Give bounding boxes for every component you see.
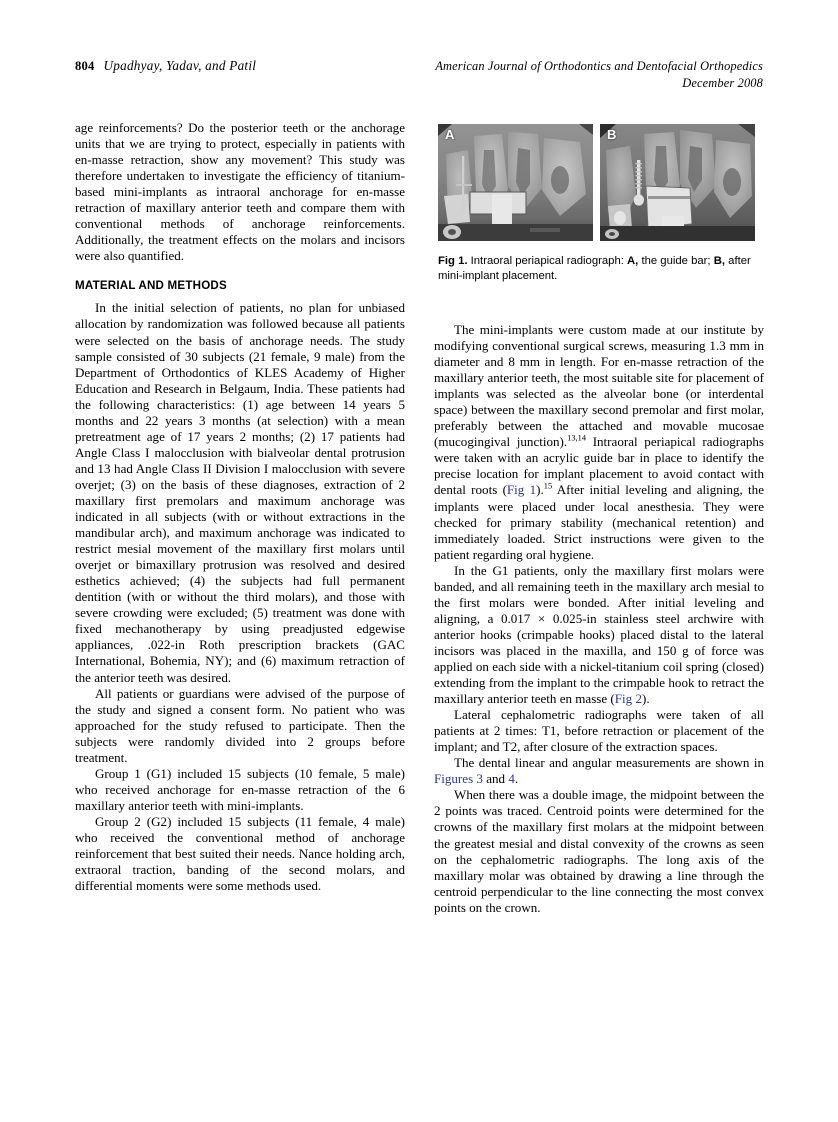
paragraph-sample: In the initial selection of patients, no plan for unbiased allocation by randomization was followed because all patients were selected on the basis of anchorage needs. The study sample consisted of 30 subjects (21 female, 9 male) from the Department of Orthodontics of KLES Academy of Higher Education and Research in Belgaum, India. These patients had the following characteristics: (1) age between 14 years 5 months and 22 years 3 months (at selection) with a mean pretreatment age of 17 years 2 months; (2) 17 patients had Angle Class I malocclusion with bialveolar dental protrusion and 13 had Angle Class II Division I malocclusion with severe overjet; (3) on the basis of these diagnoses, extraction of 2 maxillary first premolars and maximum anchorage was indicated in all subjects (with or without extractions in the mandibular arch), and maximum anchorage was indicated to restrict mesial movement of the maxillary first molars until overjet or bimaxillary protrusion was resolved and desired esthetics achieved; (4) the subjects had full permanent dentition (with or without the third molars), and those with severe crowding were excluded; (5) treatment was done with fixed mechanotherapy by using preadjusted edgewise appliances, .022-in Roth prescription brackets (GAC International, Bohemia, NY); and (6) maximum retraction of the anterior teeth was desired. xyxy=(75,300,405,685)
paragraph-measurements xyxy=(434,755,764,787)
panel-b-letter: B xyxy=(607,127,617,142)
running-head-authors: Upadhyay, Yadav, and Patil xyxy=(103,58,257,73)
mini-implants-text-2: Intraoral periapical radiographs were taken with an acrylic guide bar in place to identify the precise location for implant placement to avoid contact with dental roots ( xyxy=(434,434,765,498)
mini-implants-text-4: After initial leveling and aligning, the implants were placed under local anesthesia. They were checked for primary stability (mechanical retention) and immediately loaded. Strict instructions were given to the patient regarding oral hygiene. xyxy=(434,482,764,562)
figure-1-caption xyxy=(438,254,764,283)
measurements-text-1: The dental linear and angular measurements are shown in xyxy=(454,755,764,771)
section-heading-material-and-methods: MATERIAL AND METHODS xyxy=(75,279,227,293)
running-head-left xyxy=(75,58,256,74)
g1-text-2: ). xyxy=(641,691,650,707)
figure-1-caption-panel-a: A, xyxy=(627,255,639,267)
mini-implants-text-3: ). xyxy=(536,482,544,498)
running-head xyxy=(75,58,763,104)
measurements-text-2: and xyxy=(482,771,509,787)
figure-1-caption-text-1: Intraoral periapical radiograph: xyxy=(470,255,624,267)
panel-a-letter: A xyxy=(445,127,455,142)
measurements-text-3: . xyxy=(514,771,519,787)
paragraph-g1-mechanics xyxy=(434,563,764,707)
radiograph-a-image xyxy=(438,124,593,241)
figure-1 xyxy=(438,124,764,283)
paragraph-consent: All patients or guardians were advised of the purpose of the study and signed a consent form. No patient who was approached for the study refused to participate. Then the subjects were randomly divided into 2 groups before treatment. xyxy=(75,685,405,765)
paragraph-group-2: Group 2 (G2) included 15 subjects (11 female, 4 male) who received the conventional method of anchorage reinforcement that best suited their needs. Nance holding arch, extraoral traction, banding of the second molars, and differential moments were some methods used. xyxy=(75,813,405,894)
right-column xyxy=(434,322,764,916)
radiograph-panel-a xyxy=(438,124,593,241)
link-figures-3[interactable]: Figures 3 xyxy=(434,771,483,787)
radiograph-b-image xyxy=(600,124,755,241)
paragraph-cephalometric: Lateral cephalometric radiographs were taken of all patients at 2 times: T1, before retraction or placement of the implant; and T2, after closure of the extraction spaces. xyxy=(434,707,764,755)
reference-15: 15 xyxy=(543,482,553,492)
radiograph-panel-b xyxy=(600,124,755,241)
link-fig-1[interactable]: Fig 1 xyxy=(506,482,537,498)
left-column xyxy=(75,120,405,894)
figure-1-label: Fig 1. xyxy=(438,255,468,267)
link-figure-4[interactable]: 4 xyxy=(508,771,515,787)
journal-title: American Journal of Orthodontics and Dentofacial Orthopedics xyxy=(435,59,763,73)
paragraph-mini-implants xyxy=(434,322,764,563)
spacer-after-heading xyxy=(75,293,405,300)
page-number: 804 xyxy=(75,59,95,73)
figure-1-caption-text-3: after mini-implant placement. xyxy=(438,255,751,282)
reference-13-14: 13,14 xyxy=(567,433,586,443)
paragraph-centroid: When there was a double image, the midpoint between the 2 points was traced. Centroid points were determined for the crowns of the maxillary first molars at the midpoint between the greatest mesial and distal convexity of the crowns as seen on the cephalometric radiographs. The long axis of the maxillary molar was obtained by drawing a line through the centroid perpendicular to the line connecting the most convex points on the crown. xyxy=(434,787,764,915)
running-head-right xyxy=(435,58,763,91)
figure-1-images xyxy=(438,124,764,241)
figure-1-caption-text-2: the guide bar; xyxy=(641,255,711,267)
paragraph-group-1: Group 1 (G1) included 15 subjects (10 female, 5 male) who received anchorage for en-masse retraction of the 6 maxillary anterior teeth with mini-implants. xyxy=(75,765,405,813)
figure-1-caption-panel-b: B, xyxy=(713,255,726,267)
paragraph-intro-continued: age reinforcements? Do the posterior teeth or the anchorage units that we are trying to protect, especially in patients with en-masse retraction, show any movement? This study was therefore undertaken to investigate the efficiency of titanium-based mini-implants as intraoral anchorage for en-masse retraction of maxillary anterior teeth and compare them with conventional methods of anchorage reinforcements. Additionally, the treatment effects on the molars and incisors were also quantified. xyxy=(75,120,405,264)
link-fig-2[interactable]: Fig 2 xyxy=(614,691,642,707)
spacer-before-heading xyxy=(75,264,405,279)
mini-implants-text-1: The mini-implants were custom made at our institute by modifying conventional surgical screws, measuring 1.3 mm in diameter and 8 mm in length. For en-masse retraction of the maxillary anterior teeth, the most suitable site for placement of implants was selected as the alveolar bone (or interdental space) between the maxillary second premolar and first molar, preferably between the attached and movable mucosae (mucogingival junction). xyxy=(434,322,764,450)
issue-date: December 2008 xyxy=(682,75,763,90)
g1-text-1: In the G1 patients, only the maxillary first molars were banded, and all remaining teeth in the maxillary arch mesial to the first molars were bonded. After initial leveling and aligning, a 0.017 × 0.025-in stainless steel archwire with anterior hooks (crimpable hooks) placed distal to the lateral incisors was placed in the maxilla, and 150 g of force was applied on each side with a nickel-titanium coil spring (closed) extending from the implant to the crimpable hook to retract the maxillary anterior teeth en masse ( xyxy=(434,562,764,707)
